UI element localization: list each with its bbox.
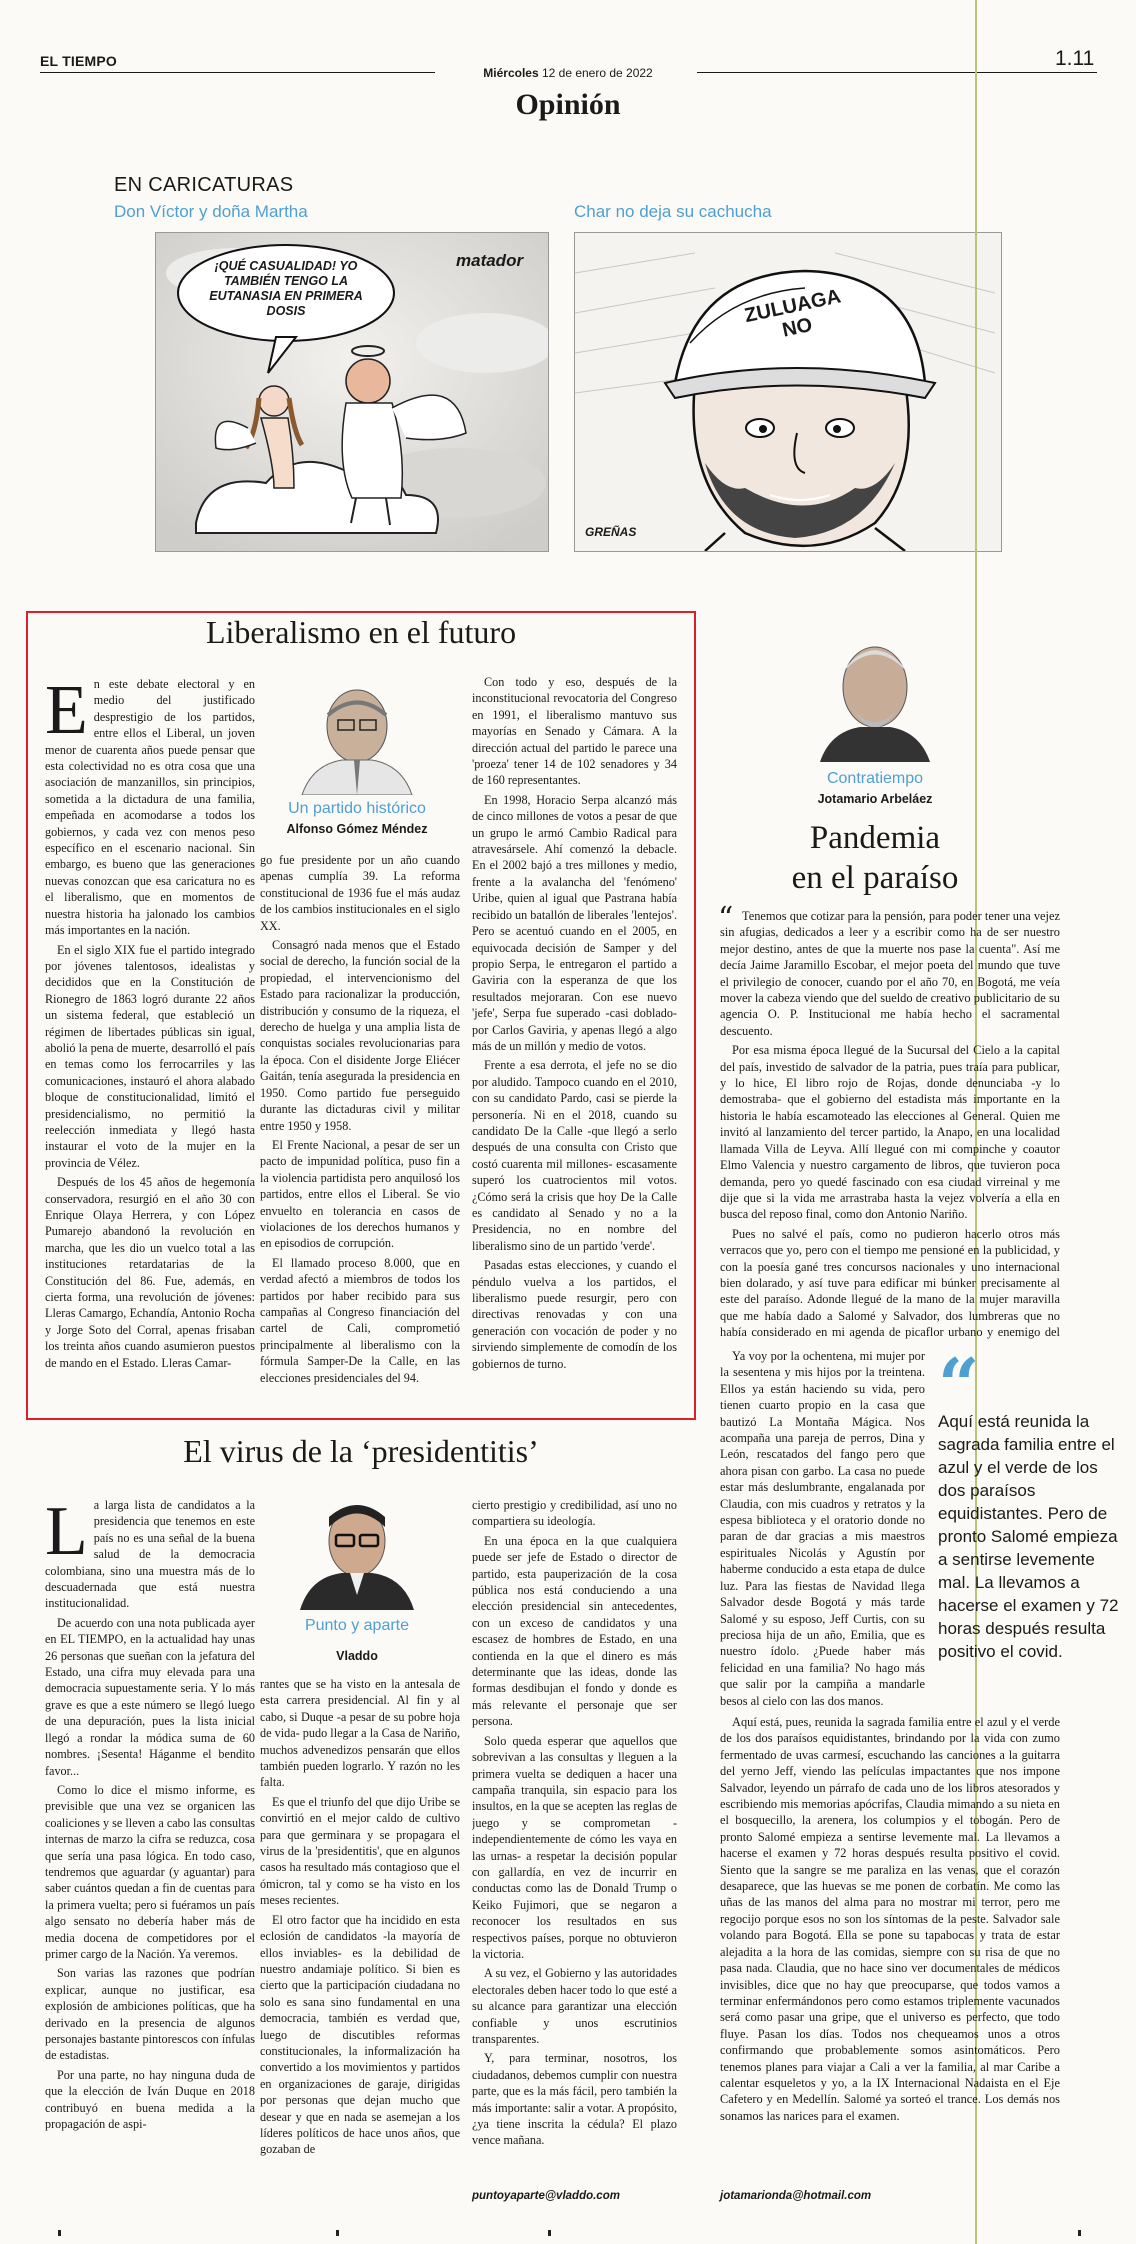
presidentitis-title: El virus de la ‘presidentitis’ [183, 1433, 539, 1469]
presidentitis-kicker: Punto y aparte [304, 1617, 410, 1634]
liberalismo-col-3 [472, 674, 677, 1402]
cartoon-right-cap-text: ZULUAGA NO [742, 285, 843, 342]
cartoon-left-title: Don Víctor y doña Martha [114, 202, 308, 221]
author-photo-vladdo [292, 1495, 422, 1610]
paragraph: Pues no salvé el país, como no pudieron hacerlo otros más verracos que yo, pero con el tiempo me pensioné en la publicidad, y con la poesía gané tres concursos nacionales y uno internacional bien dolarado, y así tuve para edificar mi búnker precisamente al este del paraíso. Adonde llegué de la mano de la mujer maravilla que me había dado a Salomé y Salvador, dos lumbreras que no había considerado en mi agenda de picaflor urbano y enemigo del [720, 1226, 1060, 1340]
paragraph: Por esa misma época llegué de la Sucursal del Cielo a la capital del país, investido de salvador de la patria, pues traía para publicar, y lo hice, El libro rojo de Rojas, donde denunciaba -y lo demostraba- que el gobierno del estadista más importante en la historia le había escamoteado las elecciones al General. Quien me invitó al lanzamiento del tercer partido, la Anapo, en una localidad llamada Villa de Leyva. Allí llegué con mi compinche y coautor Elmo Valencia y nuestro cargamento de libros, que tuvieron poca demanda, pero yo quedé fascinado con esa ciudad virreinal y me dije que si la vida me arrastraba hasta la vejez volvería a ella en busca del reposo final, como don Antonio Nariño. [720, 1043, 1060, 1222]
paragraph: Después de los 45 años de hegemonía conservadora, resurgió en el año 30 con Enrique Olaya Herrera, y con López Pumarejo abandonó la revolución en marcha, que les dio un vuelco total a las instituciones retardatarias de la Constitución del 86. Fue, además, en cierta forma, una revolución de jóvenes: Lleras Camargo, Echandía, Antonio Rocha y Jorge Soto del Corral, apenas frisaban los treinta años cuando asumieron puestos de mando en el Estado. Lleras Camar- [45, 1175, 255, 1370]
pandemia-outro [720, 1714, 1060, 2184]
paragraph: En el siglo XIX fue el partido integrado por jóvenes talentosos, idealistas y decididos que en la Constitución de Rionegro de 1863 logró durante 22 años un sistema federal, que estableció un régimen de libertades públicas sin igual, abolió la pena de muerte, desarrolló el país en temas como los ferrocarriles y las comunicaciones, instauró el ahora alabado bloque de constitucionalidad, limitó el presidencialismo, no permitió la reelección inmediata y llegó hasta instaurar el voto de la mujer en la provincia de Vélez. [45, 942, 255, 1170]
liberalismo-author: Alfonso Gómez Méndez [286, 822, 428, 836]
section-title: Opinión [515, 88, 621, 121]
presidentitis-email[interactable]: puntoyaparte@vladdo.com [472, 2190, 620, 2202]
brand-logo: EL TIEMPO [40, 53, 117, 69]
masthead-rule-right [697, 72, 1097, 73]
page-number: 1.11 [1055, 47, 1095, 70]
cartoon-right-drawing [575, 233, 1001, 551]
paragraph: Y, para terminar, nosotros, los ciudadanos, debemos cumplir con nuestra parte, que es la más fácil, pero también la más importante: salir a votar. A propósito, ¿ya tiene inscrita la cédula? El plazo vence mañana. [472, 2051, 677, 2148]
paragraph: El Frente Nacional, a pesar de ser un pacto de impunidad política, puso fin a la violencia partidista pero anquilosó los partidos, entre ellos el Liberal. Se vio envuelto en tolerancia en casos de violaciones de los derechos humanos y en episodios de corrupción. [260, 1137, 460, 1251]
presidentitis-dropcap: L [45, 1497, 88, 1570]
paragraph: Frente a esa derrota, el jefe no se dio por aludido. Tampoco cuando en el 2010, con su candidato Pardo, casi se pierde la personería. Ni en el 2018, cuando su candidato De la Calle -que llegó a serlo después de una consulta con Cristo que costó cuarenta mil millones- escasamente superó los cuatrocientos mil votos. ¿Cómo será la crisis que hoy De la Calle es candidato al Senado y no a la Presidencia, no en nombre del liberalismo sino de un partido 'verde'. [472, 1058, 677, 1253]
paragraph: A su vez, el Gobierno y las autoridades electorales deben hacer todo lo que esté a su alcance para garantizar una elección confiable y unos escrutinios transparentes. [472, 1966, 677, 2046]
paragraph: Pasadas estas elecciones, y cuando el péndulo vuelva a los partidos, el liberalismo puede resurgir, pero con directivas renovadas y con una generación con vocación de poder y no sirviendo simplemente de comodín de los gobiernos de turno. [472, 1258, 677, 1371]
portrait-gomez-svg [292, 680, 422, 795]
paragraph: El otro factor que ha incidido en esta eclosión de candidatos -la mayoría de ellos inviables- es la debilidad de nuestro andamiaje político. Si bien es cierto que la participación ciudadana no solo es sana sino fundamental en una democracia, también es verdad que, luego de discutibles reformas constitucionales, la informalización ha convertido a los movimientos y partidos en organizaciones de garaje, dirigidas por personas que dejan mucho que desear y que en nada se asemejan a los líderes políticos de hace unos años, que gozaban de [260, 1912, 460, 2157]
paragraph: Son varias las razones que podrían explicar, aunque no justificar, esa explosión de ambiciones políticas, que ha derivado en la presencia de algunos personajes bastante pintorescos con ínfulas de estadistas. [45, 1966, 255, 2063]
caricaturas-heading: EN CARICATURAS [114, 174, 294, 196]
author-photo-jotamario [815, 632, 935, 762]
liberalismo-col-1 [45, 676, 255, 1401]
bottom-dot [1078, 2230, 1081, 2236]
bottom-dot [58, 2230, 61, 2236]
portrait-vladdo-svg [292, 1495, 422, 1610]
liberalismo-title: Liberalismo en el futuro [205, 614, 517, 650]
paragraph: cierto prestigio y credibilidad, así uno no compartiera su ideología. [472, 1498, 677, 1529]
paragraph: Tenemos que cotizar para la pensión, para poder tener una vejez sin afugias, dedicados a leer y a escribir como ha de ser nuestro mejor destino, antes de que la muerte nos pase la cuenta". Así me decía Jaime Jaramillo Escobar, el mejor poeta del mundo que tuve el privilegio de conocer, cuando por el año 70, en Bogotá, me veía mover la cabeza viendo que del sueldo de creativo publicitario de su agencia O. P. Institucional me había hecho el sacramental descuento. [720, 909, 1060, 1038]
liberalismo-col-2 [260, 852, 460, 1402]
paragraph: Con todo y eso, después de la inconstitucional revocatoria del Congreso en 1991, el liberalismo mantuvo sus mayorías en Senado y Cámara. A la dirección actual del partido le parece una 'proeza' tener 14 de 102 senadores y 34 de 160 representantes. [472, 675, 677, 788]
paragraph: Como lo dice el mismo informe, es previsible que una vez se organicen las coaliciones y se lleven a cabo las consultas internas de marzo la cifra se reduzca, cosa que sería una pasa lógica. En todo caso, tendremos que aguardar (y aguantar) para saber cuántos quedan a fin de cuentas para la primera vuelta; pero si fuéramos un país algo sensato no debería haber más de media docena de competidores por el primer cargo de la Nación. Ya veremos. [45, 1782, 255, 1961]
cartoon-left [155, 232, 549, 552]
pandemia-narrow-column [720, 1348, 925, 1708]
pandemia-pullquote: Aquí está reunida la sagrada familia entre el azul y el verde de los dos paraísos equidistantes. Pero de pronto Salomé empieza a sentirse levemente mal. La llevamos a hacerse el examen y 72 horas después resulta positivo el covid. [938, 1412, 1119, 1661]
pandemia-email[interactable]: jotamarionda@hotmail.com [720, 2190, 872, 2202]
pandemia-kicker: Contratiempo [826, 770, 924, 787]
open-quote-icon: “ [718, 901, 734, 936]
cartoon-right [574, 232, 1002, 552]
pandemia-author: Jotamario Arbeláez [817, 792, 933, 806]
presidentitis-col-3 [472, 1497, 677, 2187]
masthead-rule-left [40, 72, 435, 73]
paragraph: go fue presidente por un año cuando apenas cumplía 39. La reforma constitucional de 1936 fue el más audaz de los cambios institucionales en el siglo XX. [260, 853, 460, 933]
portrait-jotamario-svg [815, 632, 935, 762]
cartoon-left-speech: ¡QUÉ CASUALIDAD! YO TAMBIÉN TENGO LA EUTANASIA EN PRIMERA DOSIS [209, 259, 363, 318]
pandemia-title-line2: en el paraíso [791, 860, 959, 896]
presidentitis-author: Vladdo [336, 1649, 378, 1663]
pandemia-title [720, 818, 1030, 898]
paragraph: En 1998, Horacio Serpa alcanzó más de cinco millones de votos a pesar de que un grupo le armó Cambio Radical para atravesársele. Ahí comenzó la debacle. En el 2002 bajó a tres millones y medio, frente a la avalancha del 'fenómeno' Uribe, quien al igual que Pastrana había recibido un batallón de liberales 'lentejos'. Pero se acentuó cuando en el 2005, en equivocada decisión de Samper y del propio Serpa, le entregaron el partido a Gaviria con la esperanza de que los resultados mejoraran. Con ese nuevo 'jefe', Serpa fue superado -casi doblado- por Carlos Gaviria, y apenas llegó a algo más de un millón y medio de votos. [472, 792, 677, 1053]
pandemia-title-line1: Pandemia [809, 820, 941, 856]
paragraph: rantes que se ha visto en la antesala de esta carrera presidencial. Al fin y al cabo, si Duque -a pesar de su pobre hoja de vida- pudo llegar a la Casa de Nariño, muchos advenedizos pensarán que ellos también pueden lograrlo. Y razón no les falta. [260, 1677, 460, 1790]
liberalismo-dropcap: E [45, 676, 88, 749]
cartoon-right-title: Char no deja su cachucha [574, 202, 772, 221]
bottom-dot [548, 2230, 551, 2236]
pullquote-marks-icon: “ [938, 1342, 980, 1427]
paragraph: El llamado proceso 8.000, que en verdad afectó a miembros de todos los partidos por haber recibido para sus campañas al Congreso financiación del cartel de Cali, comprometió principalmente al liberalismo con la fórmula Samper-De la Calle, en las elecciones presidenciales del 94. [260, 1255, 460, 1385]
issue-date: Miércoles 12 de enero de 2022 [483, 66, 653, 80]
paragraph: n este debate electoral y en medio del justificado desprestigio de los partidos, entre ellos el Liberal, un joven menor de cuarenta años puede pensar que esta colectividad no es otra cosa que una asociación de manzanillos, sin principios, sometida a la dictadura de una familia, empeñada en acomodarse a todos los gobiernos, y cada vez con menos peso específico en el escenario nacional. Sin embargo, es bueno que las generaciones nuevas conozcan que esa caricatura no es el liberalismo, que en momentos de nuestra historia ha jalonado los cambios más importantes en la nación. [45, 677, 255, 938]
paragraph: En una época en la que cualquiera puede ser jefe de Estado o director de partido, esta pauperización de la cosa pública nos está conduciendo a una elección presidencial sin antecedentes, con un exceso de candidatos y una escasez de hombres de Estado, en una contienda en la que el dinero es más determinante que las ideas, donde las formas desdibujan el fondo y donde es más relevante el personaje que ser persona. [472, 1533, 677, 1729]
paragraph: Ya voy por la ochentena, mi mujer por la sesentena y mis hijos por la treintena. Ellos ya están haciendo su vida, pero tienen cuarto propio en la casa que bautizó La Montaña Mágica. Nos acompaña una pareja de perros, Dina y León, rescatados del fango pero que ahora pisan con garbo. La casa no puede estar más deslumbrante, engalanada por Claudia, con mis cuadros y retratos y la espesa biblioteca y el oratorio donde no paran de dar gracias a mis maestros espirituales Nicolás y Agustín por haberme conducido a esta etapa de dulce luz. Para las fiestas de Navidad llega Salvador desde Bogotá y más tarde Salomé y su esposo, Jeff Curtis, con su preciosa hija de un año, Emilia, que es nuestro ídolo. ¿Puede haber más felicidad en una familia? No hago más que salir por la campiña a mandarle besos al cielo con las dos manos. [720, 1349, 925, 1708]
cartoon-left-signature: matador [456, 251, 524, 270]
author-photo-gomez [292, 680, 422, 795]
paragraph: Por una parte, no hay ninguna duda de que la elección de Iván Duque en 2018 contribuyó en buena medida a la propagación de aspi- [45, 2067, 255, 2132]
paragraph: Consagró nada menos que el Estado social de derecho, la función social de la propiedad, el intervencionismo del Estado para racionalizar la producción, distribución y consumo de la riqueza, el derecho de huelga y una amplia lista de conquistas sociales revolucionarias para la época. Con el disidente Jorge Eliécer Gaitán, tenía asegurada la presidencia en 1950. Como partido fue perseguido durante las dictaduras civil y militar entre 1950 y 1958. [260, 938, 460, 1133]
paragraph: a larga lista de candidatos a la presidencia que tenemos en este país no es una señal de la buena salud de la democracia colombiana, sino una muestra más de lo descuadernada que está nuestra institucionalidad. [45, 1498, 255, 1611]
cartoon-right-signature: GREÑAS [585, 525, 637, 539]
paragraph: De acuerdo con una nota publicada ayer en EL TIEMPO, en la actualidad hay unas 26 personas que sueñan con la jefatura del Estado, una cifra muy elevada para una democracia supuestamente seria. Y lo más grave es que a este número se llegó luego de una depuración, pues la lista inicial llegó a rondar la módica suma de 60 nombres. ¡Sesenta! Háganme el bendito favor... [45, 1615, 255, 1778]
presidentitis-col-1 [45, 1497, 255, 2187]
paragraph: Solo queda esperar que aquellos que sobrevivan a las consultas y lleguen a la primera vuelta se dediquen a hacer una campaña tranquila, sin espacio para los insultos, en la que se acepten las reglas de juego y se comprometan -independientemente de cómo les vaya en las urnas- a respetar la decisión popular con gallardía, en vez de incurrir en conductas como las de Donald Trump o Keiko Fujimori, que se negaron a reconocer los resultados en sus respectivos países, porque no obtuvieron la victoria. [472, 1733, 677, 1961]
pandemia-intro [720, 908, 1060, 1343]
paragraph: Es que el triunfo del que dijo Uribe se convirtió en el mejor caldo de cultivo para que germinara y se propagara el virus de la 'presidentitis', que en algunos casos ha resultado más contagioso que el ómicron, tal y como se ha visto en los meses recientes. [260, 1794, 460, 1908]
presidentitis-col-2 [260, 1676, 460, 2186]
bottom-dot [336, 2230, 339, 2236]
liberalismo-kicker: Un partido histórico [288, 800, 426, 817]
paragraph: Aquí está, pues, reunida la sagrada familia entre el azul y el verde de los dos paraísos equidistantes, brindando por la vida con zumo fermentado de uvas carmesí, escuchando las canciones a la guitarra del yerno Jeff, viendo las películas impactantes que nos impone Salvador, leyendo un párrafo de cada uno de los libros atesorados y escribiendo mis memorias apócrifas, Claudia mimando a su nieta en el bosquecillo, la arenera, los columpios y el tobogán. Pero de pronto Salomé empieza a sentirse levemente mal. La llevamos a hacerse el examen y 72 horas después resulta positivo el covid. Siento que la sangre se me paraliza en las venas, que el corazón desaparece, que las huevas se me ponen de corbatín. Me como las uñas de las manos del alma para no mostrar mi terror, pero me regocijo porque esos no son los síntomas de la peste. Salvador sale volando para Bogotá. Ella se pone su tapabocas y trata de estar alejadita a la hora de las comidas, siempre con su risa de que no pasa nada. Claudia, que no hace sino ver documentales de médicos invisibles, dice que no hay que preocuparse, que todos vamos a terminar enfermándonos pero como estamos triplemente vacunados será como pasar una gripe, que el universo es perfecto, que todo fluye. Pasan los días. Todos nos chequeamos unos a otros confirmando que probablemente somos asintomáticos. Pero tenemos planes para viajar a Cali a ver la familia, al mar Caribe a calentar esqueletos y yo, a la IX Internacional Nadaista en el Eje Cafetero y en Medellín. Salomé ya sorteó el trance. Los demás nos sonamos las narices para el examen. [720, 1715, 1060, 2123]
